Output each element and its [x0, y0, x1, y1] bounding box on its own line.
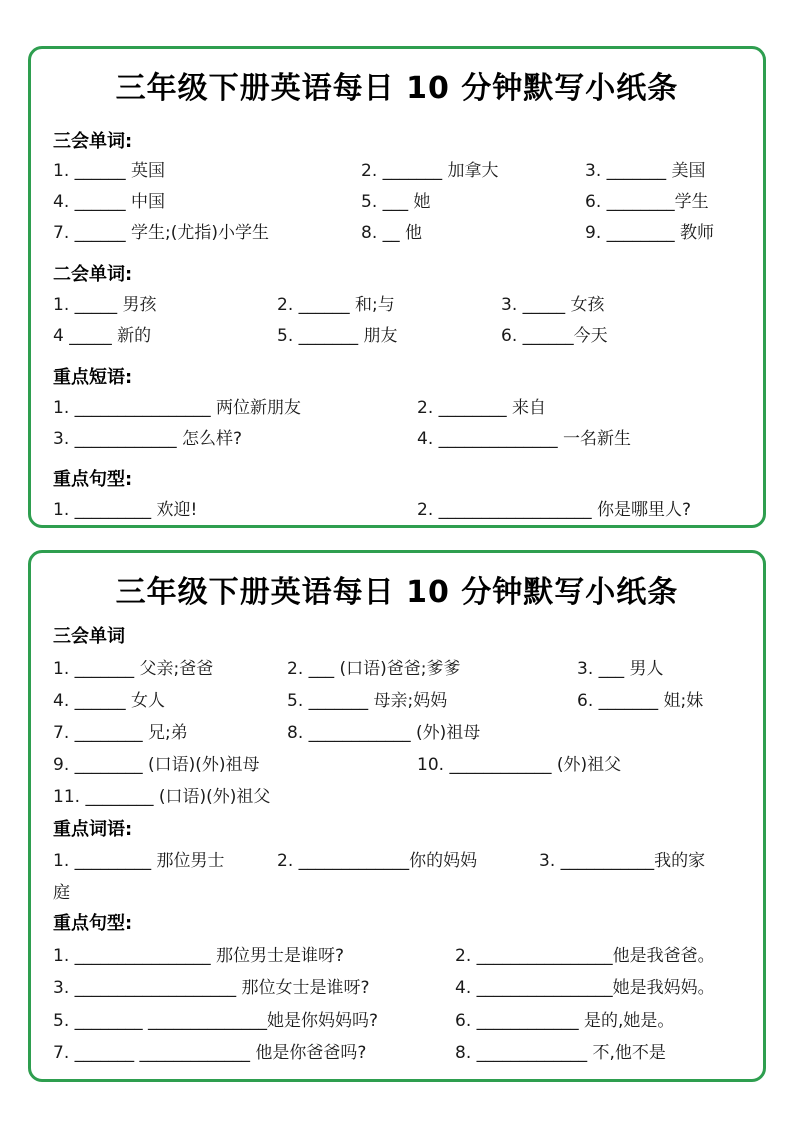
- list-item: 6. ______今天: [501, 326, 608, 346]
- section-heading-key-words: 重点词语:: [53, 819, 133, 840]
- list-item: 3. ____________ 怎么样?: [53, 429, 243, 449]
- list-item: 1. _____ 男孩: [53, 295, 157, 315]
- list-item: 1. _________ 那位男士: [53, 851, 225, 871]
- list-item: 8. ____________ (外)祖母: [287, 723, 481, 743]
- list-item: 4 _____ 新的: [53, 326, 152, 346]
- list-item: 2. ________________他是我爸爸。: [455, 946, 715, 966]
- list-item: 2. _____________你的妈妈: [277, 851, 478, 871]
- list-item: 3. ___ 男人: [577, 659, 664, 679]
- list-item: 4. ______ 女人: [53, 691, 166, 711]
- list-item: 9. ________ (口语)(外)祖母: [53, 755, 260, 775]
- list-item: 3. _______ 美国: [585, 161, 706, 181]
- list-item: 5. _______ 母亲;妈妈: [287, 691, 448, 711]
- list-item: 3. _____ 女孩: [501, 295, 605, 315]
- section-heading-three-skill-words: 三会单词:: [53, 131, 133, 152]
- dictation-card-1: [28, 46, 766, 528]
- list-item: 1. _________ 欢迎!: [53, 500, 198, 520]
- list-item: 4. ________________她是我妈妈。: [455, 978, 715, 998]
- list-item: 1. ________________ 两位新朋友: [53, 398, 302, 418]
- list-item: 8. __ 他: [361, 223, 423, 243]
- list-item: 2. _______ 加拿大: [361, 161, 499, 181]
- list-item: 11. ________ (口语)(外)祖父: [53, 787, 271, 807]
- list-item: 8. _____________ 不,他不是: [455, 1043, 666, 1063]
- list-item: 7. _______ _____________ 他是你爸爸吗?: [53, 1043, 367, 1063]
- list-item: 1. ________________ 那位男士是谁呀?: [53, 946, 345, 966]
- list-item: 5. _______ 朋友: [277, 326, 398, 346]
- list-item: 5. ___ 她: [361, 192, 431, 212]
- list-item: 5. ________ ______________她是你妈妈吗?: [53, 1011, 379, 1031]
- list-item: 庭: [53, 883, 70, 903]
- list-item: 6. _______ 姐;妹: [577, 691, 704, 711]
- list-item: 3. ___________我的家: [539, 851, 706, 871]
- list-item: 9. ________ 教师: [585, 223, 715, 243]
- section-heading-two-skill-words: 二会单词:: [53, 264, 133, 285]
- list-item: 7. ________ 兄;弟: [53, 723, 188, 743]
- list-item: 4. ______________ 一名新生: [417, 429, 632, 449]
- card-title: 三年级下册英语每日 10 分钟默写小纸条: [115, 575, 679, 610]
- list-item: 2. ______ 和;与: [277, 295, 395, 315]
- list-item: 4. ______ 中国: [53, 192, 166, 212]
- list-item: 2. __________________ 你是哪里人?: [417, 500, 692, 520]
- list-item: 2. ________ 来自: [417, 398, 547, 418]
- section-heading-three-skill-words: 三会单词: [53, 626, 125, 647]
- list-item: 10. ____________ (外)祖父: [417, 755, 622, 775]
- card-title: 三年级下册英语每日 10 分钟默写小纸条: [115, 71, 679, 106]
- dictation-card-2: [28, 550, 766, 1082]
- list-item: 1. ______ 英国: [53, 161, 166, 181]
- list-item: 3. ___________________ 那位女士是谁呀?: [53, 978, 370, 998]
- list-item: 6. ____________ 是的,她是。: [455, 1011, 675, 1031]
- section-heading-key-sentences: 重点句型:: [53, 469, 133, 490]
- list-item: 2. ___ (口语)爸爸;爹爹: [287, 659, 461, 679]
- list-item: 6. ________学生: [585, 192, 709, 212]
- section-heading-key-sentences: 重点句型:: [53, 913, 133, 934]
- list-item: 7. ______ 学生;(尤指)小学生: [53, 223, 270, 243]
- section-heading-key-phrases: 重点短语:: [53, 367, 133, 388]
- list-item: 1. _______ 父亲;爸爸: [53, 659, 214, 679]
